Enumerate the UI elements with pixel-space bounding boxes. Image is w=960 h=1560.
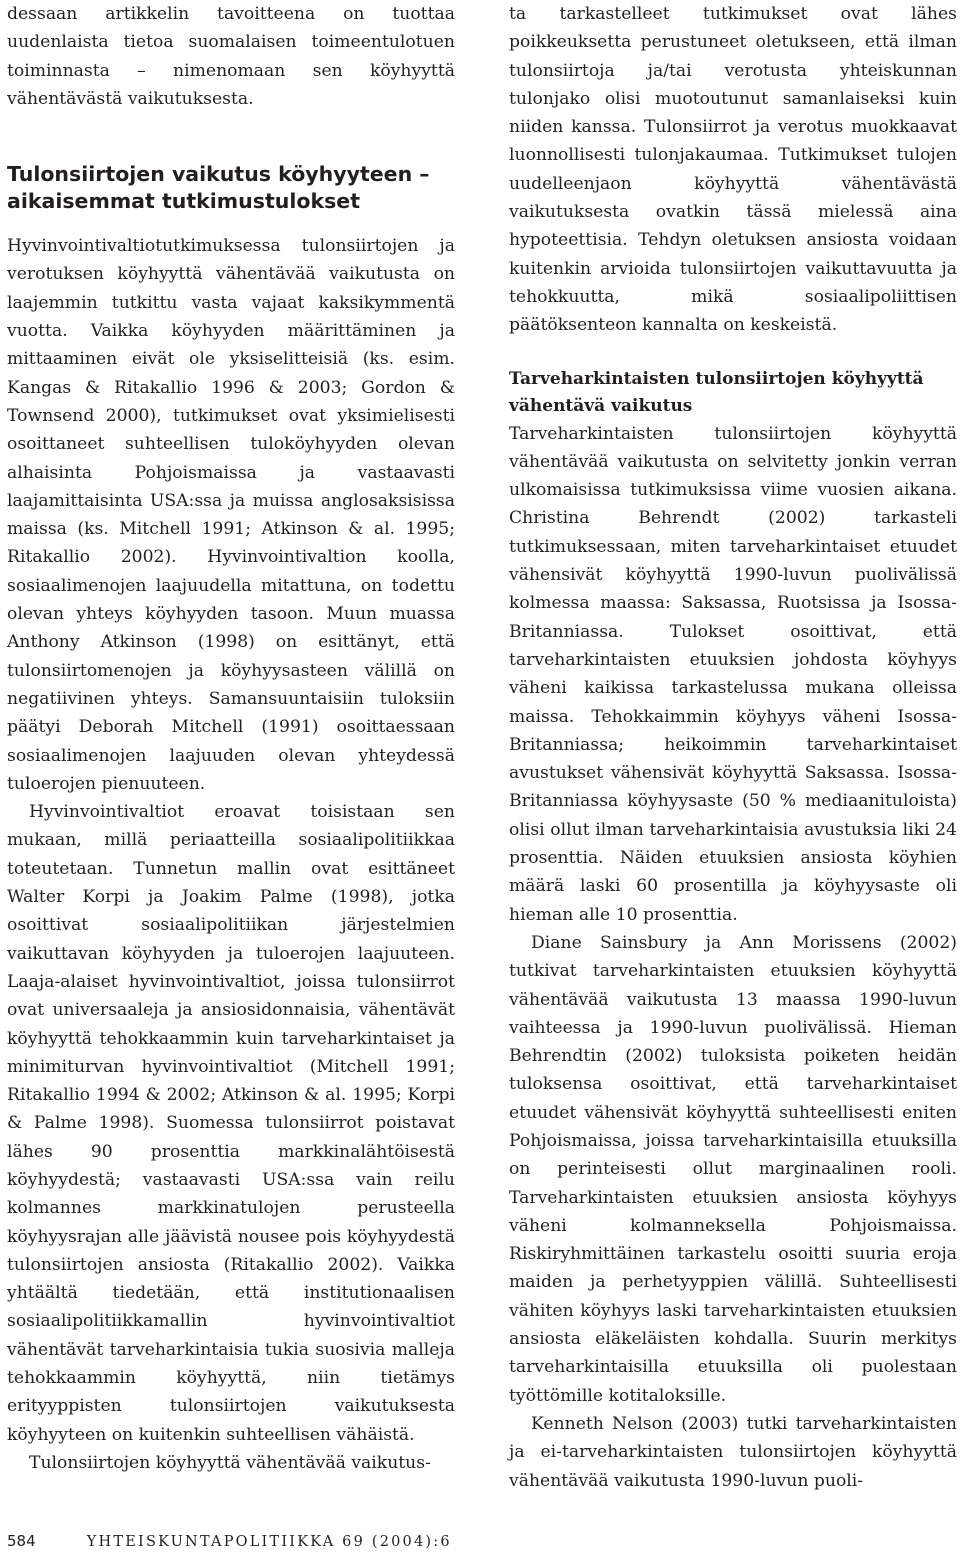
paragraph: Tarveharkintaisten tulonsiirtojen köyhyyttä vähentävää vaikutusta on selvitetty jonkin verran ulkomaisissa tutkimuksissa viime vuosien aikana. Christina Behrendt (2002) tarkasteli tutkimuksessaan, miten tarveharkintaiset etuudet vähensivät köyhyyttä 1990-luvun puolivälissä kolmessa maassa: Saksassa, Ruotsissa ja Isossa-Britanniassa. Tulokset osoittivat, että tarveharkintaisten etuuksien johdosta köyhyys väheni kaikissa tarkastelussa mukana olleissa maissa. Tehokkaimmin köyhyys väheni Isossa-Britanniassa; heikoimmin tarveharkintaiset avustukset vähensivät köyhyyttä Saksassa. Isossa-Britanniassa köyhyysaste (50 % mediaanituloista) olisi ollut ilman tarveharkintaisia avustuksia liki 24 prosenttia. Näiden etuuksien ansiosta köyhien määrä laski 60 prosentilla ja köyhyysaste oli hieman alle 10 prosenttia. [509,423,957,925]
left-column [7,0,455,1477]
section-heading: Tulonsiirtojen vaikutus köyhyyteen – aikaisemmat tutkimustulokset [7,162,430,214]
page-footer [7,1532,452,1558]
page-number: 584 [7,1532,36,1550]
paragraph: Hyvinvointivaltiotutkimuksessa tulonsiirtojen ja verotuksen köyhyyttä vähentävää vaikutusta on laajemmin tutkittu vasta vajaat kaksikymmentä vuotta. Vaikka köyhyyden määrittäminen ja mittaaminen eivät ole yksiselitteisiä (ks. esim. Kangas & Ritakallio 1996 & 2003; Gordon & Townsend 2000), tutkimukset ovat yksimielisesti osoittaneet suhteellisen tuloköyhyyden olevan alhaisinta Pohjoismaissa ja vastaavasti laajamittaisinta USA:ssa ja muissa anglosaksisissa maissa (ks. Mitchell 1991; Atkinson & al. 1995; Ritakallio 2002). Hyvinvointivaltion koolla, sosiaalimenojen laajuudella mitattuna, on todettu olevan yhteys köyhyyden tasoon. Muun muassa Anthony Atkinson (1998) on esittänyt, että tulonsiirtomenojen ja köyhyysasteen välillä on negatiivinen yhteys. Samansuuntaisiin tuloksiin päätyi Deborah Mitchell (1991) osoittaessaan sosiaalimenojen laajuuden olevan yhteydessä tuloerojen pienuuteen. [7,236,455,794]
journal-name: YHTEISKUNTAPOLITIIKKA 69 (2004):6 [86,1534,452,1550]
paragraph: ta tarkastelleet tutkimukset ovat lähes poikkeuksetta perustuneet oletukseen, että ilman tulonsiirtoja ja/tai verotusta yhteiskunnan tulonjako olisi muotoutunut samanlaiseksi kuin niiden kanssa. Tulonsiirrot ja verotus muokkaavat luonnollisesti tulonjakaumaa. Tutkimukset tulojen uudelleenjaon köyhyyttä vähentävästä vaikutuksesta ovatkin tässä mielessä aina hypoteettisia. Tehdyn oletuksen ansiosta voidaan kuitenkin arvioida tulonsiirtojen vaikuttavuutta ja tehokkuutta, mikä sosiaalipoliittisen päätöksenteon kannalta on keskeistä. [509,4,957,336]
paragraph: dessaan artikkelin tavoitteena on tuottaa uudenlaista tietoa suomalaisen toimeentulotuen toiminnasta – nimenomaan sen köyhyyttä vähentävästä vaikutuksesta. [7,4,455,109]
paragraph: Tulonsiirtojen köyhyyttä vähentävää vaikutus- [29,1452,431,1473]
section-heading: Tarveharkintaisten tulonsiirtojen köyhyyttä vähentävä vaikutus [509,368,924,416]
right-column [509,0,957,1495]
paragraph: Hyvinvointivaltiot eroavat toisistaan sen mukaan, millä periaatteilla sosiaalipolitiikkaa toteutetaan. Tunnetun mallin ovat esittäneet Walter Korpi ja Joakim Palme (1998), jotka osoittivat sosiaalipolitiikan järjestelmien vaikuttavan köyhyyden ja tuloerojen laajuuteen. Laaja-alaiset hyvinvointivaltiot, joissa tulonsiirrot ovat universaaleja ja ansiosidonnaisia, vähentävät köyhyyttä tehokkaammin kuin tarveharkintaiset ja minimiturvan hyvinvointivaltiot (Mitchell 1991; Ritakallio 1994 & 2002; Atkinson & al. 1995; Korpi & Palme 1998). Suomessa tulonsiirrot poistavat lähes 90 prosenttia markkinalähtöisestä köyhyydestä; vastaavasti USA:ssa vain reilu kolmannes markkinatulojen perusteella köyhyysrajan alle jäävistä nousee pois köyhyydestä tulonsiirtojen ansiosta (Ritakallio 2002). Vaikka yhtäältä tiedetään, että institutionaalisen sosiaalipolitiikkamallin hyvinvointivaltiot vähentävät tarveharkintaisia tukia suosivia malleja tehokkaammin köyhyyttä, niin tietämys erityyppisten tulonsiirtojen vaikutuksesta köyhyyteen on kuitenkin suhteellisen vähäistä. [7,802,455,1445]
paragraph: Diane Sainsbury ja Ann Morissens (2002) tutkivat tarveharkintaisten etuuksien köyhyyttä vähentävää vaikutusta 13 maassa 1990-luvun vaihteessa ja 1990-luvun puolivälissä. Hieman Behrendtin (2002) tuloksista poiketen heidän tuloksensa osoittivat, että tarveharkintaiset etuudet vähensivät köyhyyttä suhteellisesti eniten Pohjoismaissa, joissa tarveharkintaisilla etuuksilla on perinteisesti ollut marginaalinen rooli. Tarveharkintaisten etuuksien ansiosta köyhyys väheni kolmanneksella Pohjoismaissa. Riskiryhmittäinen tarkastelu osoitti suuria eroja maiden ja perhetyyppien välillä. Suhteellisesti vähiten köyhyys laski tarveharkintaisten etuuksien ansiosta eläkeläisten kohdalla. Suurin merkitys tarveharkintaisilla etuuksilla oli puolestaan työttömille kotitaloksille. [509,932,957,1406]
paragraph: Kenneth Nelson (2003) tutki tarveharkintaisten ja ei-tarveharkintaisten tulonsiirtojen köyhyyttä vähentävää vaikutusta 1990-luvun puoli- [509,1413,957,1491]
